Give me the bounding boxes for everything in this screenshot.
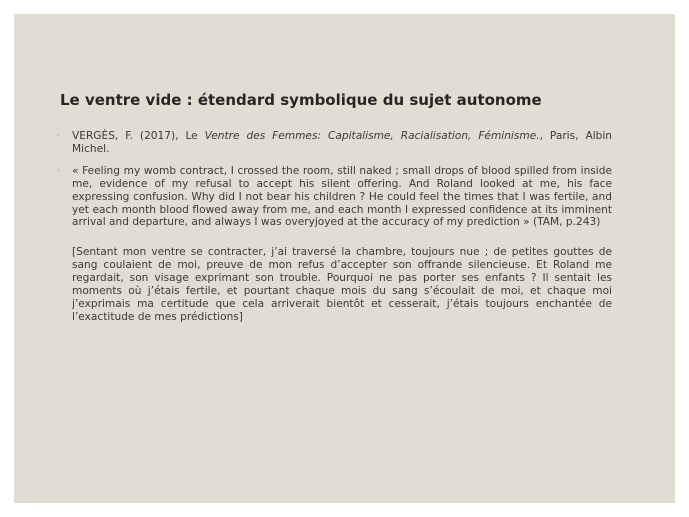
bullet-quote: [56, 165, 612, 324]
bullet-reference: [56, 130, 612, 156]
bullet-marker-icon: ◦: [56, 131, 61, 140]
reference-publisher: , Paris, Albin Michel.: [72, 130, 613, 155]
slide-content: [56, 130, 612, 334]
quote-french: [Sentant mon ventre se contracter, j’ai traversé la chambre, toujours nue ; de petites gouttes de sang coulaient de moi, preuve de mon refus d’accepter son offrande silencieuse. Et Roland me regardait, son visage exprimant son trouble. Pourquoi ne pas porter ses enfants ? Il sentait les moments où j’étais fertile, et pourtant chaque mois du sang s’écoulait de moi, et chaque moi j’exprimais ma certitude que cela arriverait bientôt et cesserait, j’étais toujours enchantée de l’exactitude de mes prédictions]: [72, 246, 612, 323]
reference-author: VERGÈS, F. (2017), Le: [72, 130, 205, 142]
reference-book-title: Ventre des Femmes: Capitalisme, Racialisation, Féminisme.: [204, 130, 540, 142]
reference-text: [72, 130, 612, 156]
bullet-marker-icon: ◦: [56, 165, 61, 175]
slide: [14, 14, 675, 503]
slide-title: Le ventre vide : étendard symbolique du sujet autonome: [60, 91, 542, 109]
quote-english: « Feeling my womb contract, I crossed the room, still naked ; small drops of blood spilled from inside me, evidence of my refusal to accept his silent offering. And Roland looked at me, his face expressing confusion. Why did I not bear his children ? He could feel the times that I was fertile, and yet each month blood flowed away from me, and each month I expressed confidence at its imminent arrival and departure, and always I was overyjoyed at the accuracy of my prediction » (TAM, p.243): [72, 164, 612, 229]
